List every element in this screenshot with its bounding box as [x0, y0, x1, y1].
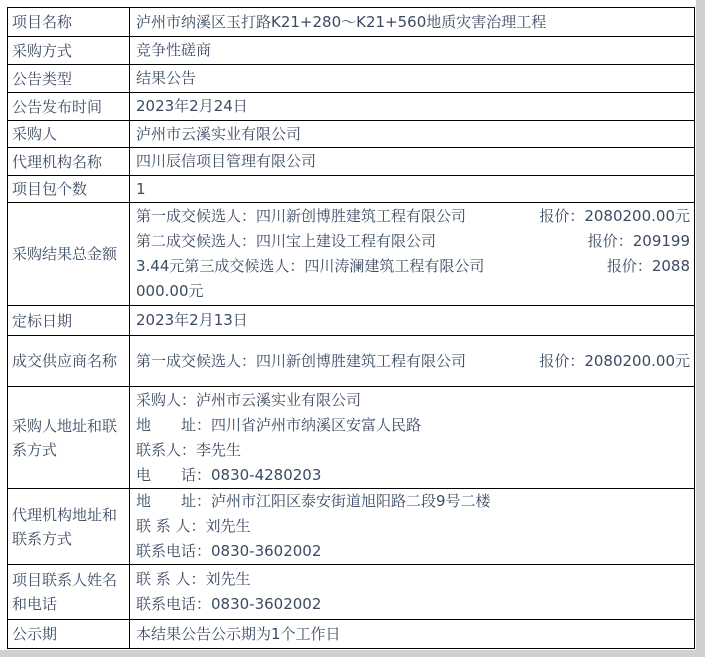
- value-text: 竞争性磋商: [136, 41, 212, 59]
- value-text: 2023年2月24日: [136, 97, 248, 115]
- candidate-name: 第一成交候选人：四川新创博胜建筑工程有限公司: [136, 207, 467, 225]
- candidate-line-2: [136, 229, 690, 254]
- value-text: 泸州市纳溪区玉打路K21+280～K21+560地质灾害治理工程: [136, 12, 547, 31]
- row-label: 公告发布时间: [8, 93, 130, 120]
- candidate-name: 3.44元第三成交候选人：四川涛澜建筑工程有限公司: [136, 257, 485, 275]
- winner-name: 第一成交候选人：四川新创博胜建筑工程有限公司: [136, 351, 467, 370]
- value-text: 泸州市云溪实业有限公司: [136, 124, 302, 143]
- row-label: 采购人: [8, 121, 130, 147]
- row-value: [130, 387, 694, 488]
- contact-line: 联系电话：0830-3602002: [136, 595, 322, 613]
- table-row-winning-supplier: [8, 336, 694, 387]
- value-text: 结果公告: [136, 69, 197, 87]
- contact-line: 联 系 人：刘先生: [136, 570, 251, 588]
- row-value: [130, 93, 694, 120]
- candidate-price: 报价：2080200.00元: [539, 207, 690, 225]
- row-value: [130, 489, 694, 564]
- table-row-purchaser-contact: [8, 387, 694, 489]
- contact-line: 采购人：泸州市云溪实业有限公司: [136, 390, 362, 409]
- table-row-procurement-method: [8, 37, 694, 65]
- row-value: [130, 620, 694, 648]
- row-label: 代理机构名称: [8, 148, 130, 175]
- row-label: 项目联系人姓名和电话: [8, 565, 130, 619]
- procurement-announcement-table: [7, 7, 695, 649]
- background-strip-bottom: [0, 650, 705, 657]
- candidate-line-1: [136, 204, 690, 229]
- row-value: [130, 121, 694, 147]
- row-label: 项目名称: [8, 8, 130, 36]
- table-row-total-amount: [8, 203, 694, 306]
- table-row-announcement-type: [8, 65, 694, 93]
- row-label: 采购方式: [8, 37, 130, 64]
- contact-line: 联系电话：0830-3602002: [136, 542, 322, 560]
- row-label: 采购结果总金额: [8, 203, 130, 305]
- contact-line: 地 址：泸州市江阳区泰安街道旭阳路二段9号二楼: [136, 492, 491, 510]
- row-label: 项目包个数: [8, 176, 130, 202]
- table-row-purchaser: [8, 121, 694, 148]
- table-row-project-name: [8, 8, 694, 37]
- table-row-award-date: [8, 306, 694, 336]
- value-text: 四川辰信项目管理有限公司: [136, 152, 317, 170]
- table-row-agency-name: [8, 148, 694, 176]
- background-strip-right: [696, 0, 705, 657]
- value-text: 本结果公告公示期为1个工作日: [136, 624, 341, 643]
- table-row-publish-date: [8, 93, 694, 121]
- row-value: [130, 336, 694, 386]
- row-label: 公示期: [8, 620, 130, 648]
- winner-price: 报价：2080200.00元: [539, 351, 690, 370]
- row-value: [130, 306, 694, 335]
- contact-line: 地 址：四川省泸州市纳溪区安富人民路: [136, 415, 422, 434]
- table-row-project-contact: [8, 565, 694, 620]
- row-value: [130, 565, 694, 619]
- candidate-line-4: [136, 279, 690, 304]
- table-row-publicity-period: [8, 620, 694, 648]
- contact-line: 联系人：李先生: [136, 440, 242, 459]
- row-label: 采购人地址和联系方式: [8, 387, 130, 488]
- value-text: 1: [136, 179, 146, 198]
- candidate-price: 报价：2088: [606, 257, 690, 275]
- contact-line: 电 话：0830-4280203: [136, 465, 322, 484]
- row-label: 代理机构地址和联系方式: [8, 489, 130, 564]
- row-value: [130, 65, 694, 92]
- table-row-agency-contact: [8, 489, 694, 565]
- value-text: 2023年2月13日: [136, 311, 248, 329]
- row-value: [130, 8, 694, 36]
- winner-line: [136, 349, 690, 374]
- candidate-name: 第二成交候选人：四川宝上建设工程有限公司: [136, 232, 437, 250]
- contact-line: 联 系 人：刘先生: [136, 517, 251, 535]
- candidate-price: 报价：209199: [587, 232, 690, 250]
- row-label: 公告类型: [8, 65, 130, 92]
- row-value: [130, 176, 694, 202]
- table-row-package-count: [8, 176, 694, 203]
- row-value: [130, 37, 694, 64]
- row-label: 定标日期: [8, 306, 130, 335]
- row-value: [130, 203, 694, 305]
- row-label: 成交供应商名称: [8, 336, 130, 386]
- candidate-line-3: [136, 254, 690, 279]
- candidate-price-wrap: 000.00元: [136, 282, 204, 300]
- row-value: [130, 148, 694, 175]
